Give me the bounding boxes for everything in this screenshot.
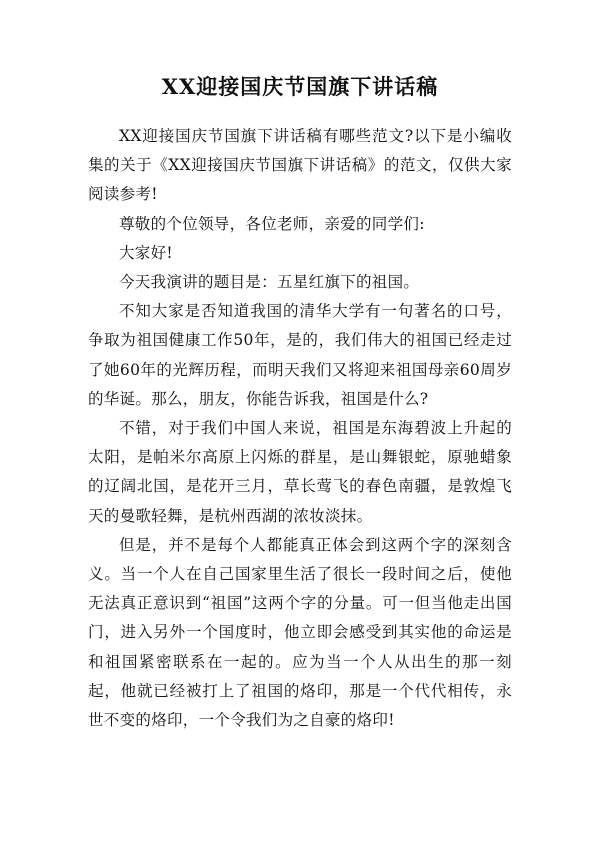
document-body (88, 122, 512, 735)
paragraph-topic: 今天我演讲的题目是：五星红旗下的祖国。 (119, 273, 420, 292)
paragraph-intro: XX迎接国庆节国旗下讲话稿有哪些范文?以下是小编收集的关于《XX迎接国庆节国旗下讲话稿》的范文，仅供大家阅读参考! (88, 127, 512, 204)
paragraph-greeting: 大家好! (119, 243, 173, 262)
paragraph-body: 不错，对于我们中国人来说，祖国是东海碧波上升起的太阳，是帕米尔高原上闪烁的群星，是山舞银蛇，原驰蜡象的辽阔北国，是花开三月，草长莺飞的春色南疆，是敦煌飞天的曼歌轻舞，是杭州西湖的浓妆淡抹。 (88, 419, 512, 525)
paragraph-salutation: 尊敬的个位领导，各位老师，亲爱的同学们: (119, 214, 425, 233)
document-title: XX迎接国庆节国旗下讲话稿 (161, 74, 439, 99)
paragraph-body: 不知大家是否知道我国的清华大学有一句著名的口号，争取为祖国健康工作50年，是的，我们伟大的祖国已经走过了她60年的光辉历程，而明天我们又将迎来祖国母亲60周岁的华诞。那么，朋友，你能告诉我，祖国是什么? (88, 302, 512, 408)
paragraph-body: 但是，并不是每个人都能真正体会到这两个字的深刻含义。当一个人在自己国家里生活了很长一段时间之后，使他无法真正意识到“祖国”这两个字的分量。可一但当他走出国门，进入另外一个国度时，他立即会感受到其实他的命运是和祖国紧密联系在一起的。应为当一个人从出生的那一刻起，他就已经被打上了祖国的烙印，那是一个代代相传，永世不变的烙印，一个令我们为之自豪的烙印! (88, 535, 512, 730)
